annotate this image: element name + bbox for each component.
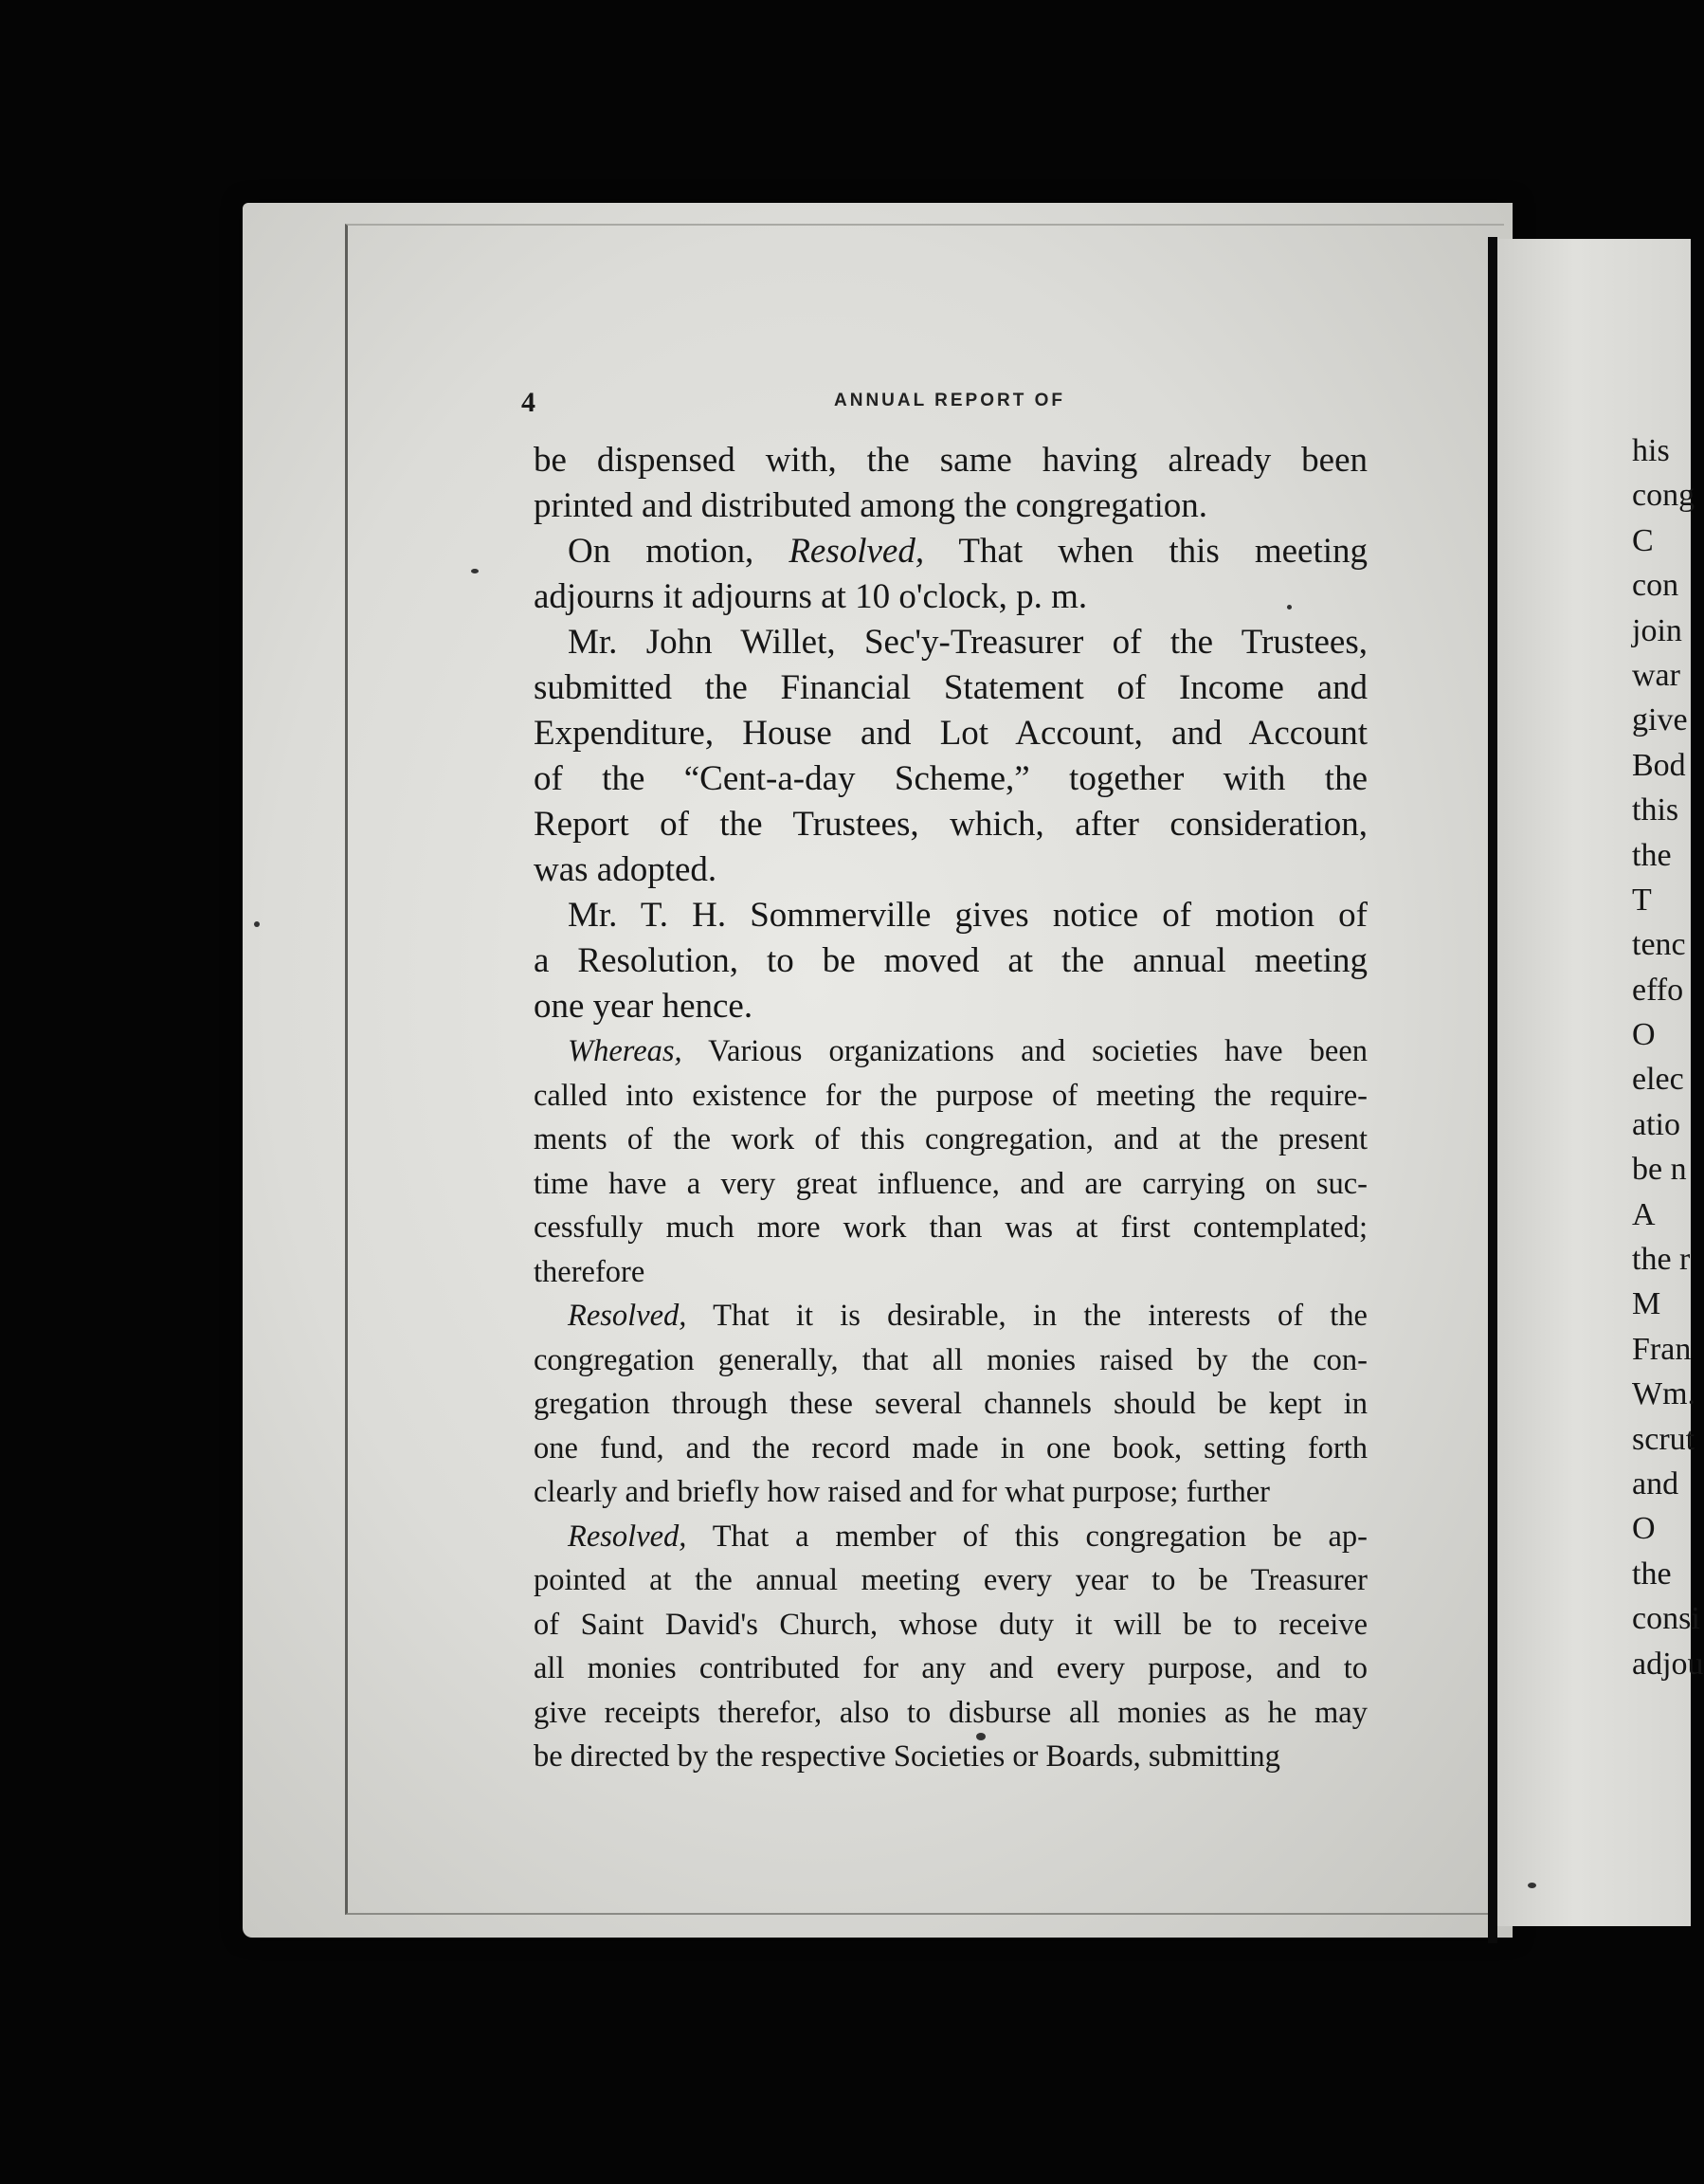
paragraph — [534, 620, 1368, 893]
right-page-line: atio — [1632, 1106, 1680, 1142]
right-page-line: M — [1632, 1286, 1661, 1322]
text-line: all monies contributed for any and every purpose, and to — [534, 1651, 1368, 1685]
right-page-line: consi — [1632, 1601, 1700, 1637]
right-page-line: T — [1632, 882, 1652, 918]
right-page-line: elec — [1632, 1062, 1684, 1098]
paragraph — [534, 893, 1368, 1029]
right-page-line: O — [1632, 1017, 1656, 1053]
text-line: congregation generally, that all monies raised by the con- — [534, 1342, 1368, 1377]
right-page-line: tenc — [1632, 927, 1686, 963]
right-page-line: effo — [1632, 972, 1684, 1008]
text-line: ments of the work of this congregation, and at the present — [534, 1122, 1368, 1156]
text-line: of the “Cent-a-day Scheme,” together with the — [534, 759, 1368, 798]
italic-keyword: Resolved, — [568, 1299, 687, 1333]
dust-speck — [471, 569, 479, 573]
text-line: Mr. John Willet, Sec'y-Treasurer of the Trustees, — [568, 623, 1368, 662]
text-line: be dispensed with, the same having already been — [534, 441, 1368, 480]
text-line: cessfully much more work than was at first contemplated; — [534, 1210, 1368, 1245]
text-line: be directed by the respective Societies or Boards, submitting — [534, 1739, 1280, 1774]
text-line: On motion, Resolved, That when this meeting — [568, 532, 1369, 571]
paragraph — [534, 1515, 1368, 1779]
text-line: gregation through these several channels should be kept in — [534, 1387, 1368, 1421]
text-line: submitted the Financial Statement of Income and — [534, 668, 1368, 707]
dust-speck — [1528, 1883, 1536, 1888]
text-line: one year hence. — [534, 987, 753, 1026]
page-header — [521, 387, 1355, 418]
right-page-line: C — [1632, 522, 1654, 558]
text-line: printed and distributed among the congregation. — [534, 486, 1208, 525]
paragraph — [534, 529, 1368, 620]
right-page-line: the — [1632, 1556, 1672, 1592]
right-page-line: his — [1632, 433, 1670, 468]
right-page-line: join — [1632, 612, 1682, 648]
dust-speck — [254, 921, 260, 927]
text-line: Resolved, That a member of this congregation be ap- — [568, 1519, 1368, 1554]
text-line: of Saint David's Church, whose duty it will be to receive — [534, 1607, 1368, 1642]
right-page-line: scrut — [1632, 1421, 1695, 1457]
right-page-text-fragments — [1632, 428, 1704, 1686]
text-line: Mr. T. H. Sommerville gives notice of motion of — [568, 896, 1368, 935]
text-line: Whereas, Various organizations and societies have been — [568, 1034, 1368, 1068]
right-page-line: adjou — [1632, 1646, 1704, 1682]
text-line: therefore — [534, 1254, 645, 1289]
page-number: 4 — [521, 387, 535, 418]
text-line: Expenditure, House and Lot Account, and Account — [534, 714, 1368, 753]
right-page-line: war — [1632, 657, 1680, 693]
text-line: time have a very great influence, and are carrying on suc- — [534, 1166, 1368, 1201]
paragraph — [534, 1294, 1368, 1515]
right-page-line: Bod — [1632, 747, 1686, 783]
text-line: a Resolution, to be moved at the annual meeting — [534, 941, 1368, 980]
right-page-line: con — [1632, 568, 1679, 604]
right-page-line: the r — [1632, 1242, 1691, 1278]
text-line: one fund, and the record made in one book, setting forth — [534, 1430, 1368, 1465]
right-page-line: this — [1632, 792, 1679, 828]
right-page-line: be n — [1632, 1152, 1687, 1188]
text-line: give receipts therefor, also to disburse all monies as he may — [534, 1695, 1368, 1730]
italic-keyword: Resolved, — [789, 532, 925, 571]
text-line: pointed at the annual meeting every year to be Treasurer — [534, 1563, 1368, 1597]
text-line: was adopted. — [534, 850, 717, 889]
right-page-line: the — [1632, 837, 1672, 873]
text-line: clearly and briefly how raised and for what purpose; further — [534, 1475, 1271, 1509]
right-page-line: Wm. — [1632, 1376, 1696, 1412]
text-line: Report of the Trustees, which, after consideration, — [534, 805, 1368, 844]
right-page-line: O — [1632, 1511, 1656, 1547]
text-line: Resolved, That it is desirable, in the interests of the — [568, 1299, 1368, 1333]
right-page-line: cong — [1632, 478, 1695, 514]
text-line: adjourns it adjourns at 10 o'clock, p. m. — [534, 577, 1088, 616]
right-page-line: give — [1632, 702, 1688, 738]
book-gutter — [1488, 237, 1497, 1943]
italic-keyword: Resolved, — [568, 1519, 687, 1554]
right-page-line: A — [1632, 1196, 1656, 1232]
body-text — [534, 438, 1368, 1779]
text-line: called into existence for the purpose of meeting the require- — [534, 1078, 1368, 1113]
running-head: ANNUAL REPORT OF — [834, 391, 1065, 410]
italic-keyword: Whereas, — [568, 1034, 682, 1068]
right-page-line: Fran — [1632, 1331, 1692, 1367]
right-page-line: and — [1632, 1465, 1679, 1502]
paragraph — [534, 438, 1368, 529]
paragraph — [534, 1029, 1368, 1294]
